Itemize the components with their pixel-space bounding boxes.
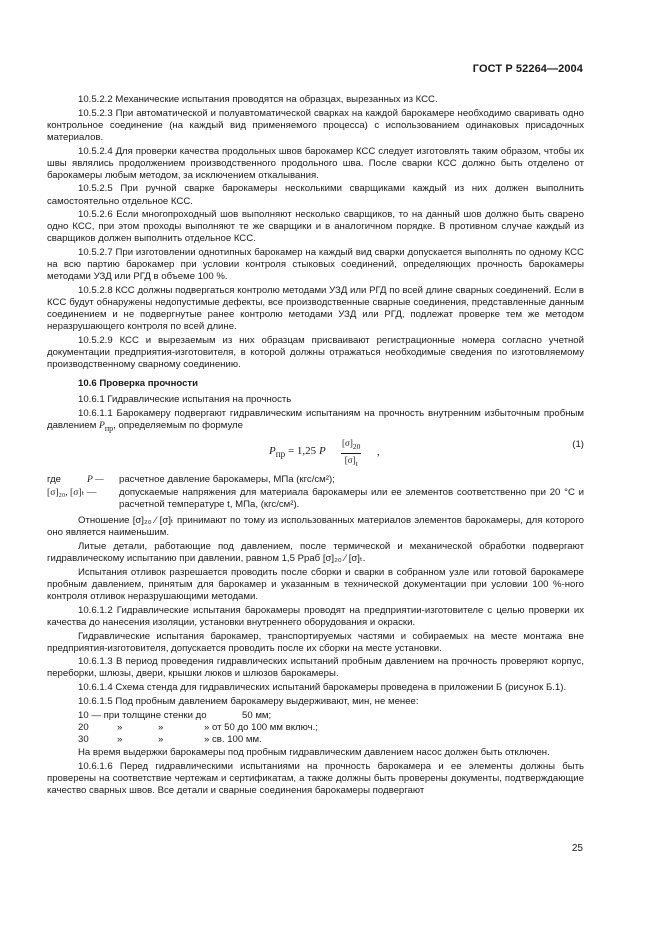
paragraph-cast-parts: Литые детали, работающие под давлением, после термической и механической обработки подвергают гидравлическому испытанию при давлении, равном 1,5 Pраб [σ]₂₀ ⁄ [σ]ₜ.	[47, 541, 584, 565]
duration-col-d: » от 50 до 100 мм включ.;	[204, 721, 318, 733]
duration-col-c: »	[158, 733, 164, 745]
paragraph-10-6-1-5: 10.6.1.5 Под пробным давлением барокамеру выдерживают, мин, не менее:	[78, 695, 419, 707]
def-where: где	[47, 474, 62, 486]
formula-tail: ,	[377, 446, 380, 459]
document-body	[47, 94, 584, 799]
duration-col-b: »	[117, 721, 123, 733]
def-p-text: расчетное давление барокамеры, МПа (кгс/см²);	[119, 474, 335, 486]
paragraph-10-5-2-6: 10.5.2.6 Если многопроходный шов выполняют несколько сварщиков, то на данный шов должно быть сварено одно КСС, при этом проходы выполняют те же сварщики и в аналогичном порядке. В противном случае каждый из сварщиков должен выполнить отдельное КСС.	[47, 209, 584, 245]
formula-denominator	[341, 454, 361, 470]
formula-fraction	[341, 437, 361, 470]
paragraph-10-6-1: 10.6.1 Гидравлические испытания на прочность	[78, 394, 292, 406]
p10611-subscript: пр	[104, 424, 114, 433]
formula-den-sub: t	[355, 458, 358, 468]
def-p-symbol: P —	[87, 474, 104, 486]
duration-col-b: »	[117, 733, 123, 745]
formula-lhs-var: P	[269, 445, 276, 458]
p10611-text-a: 10.6.1.1 Барокамеру подвергают гидравлическим испытаниям на прочность внутренним избыточным пробным давлением	[47, 408, 584, 432]
definition-p	[47, 474, 584, 486]
paragraph-10-5-2-8: 10.5.2.8 КСС должны подвергаться контролю методами УЗД или РГД по всей длине сварных соединений. Если в КСС будут обнаружены недопустимые дефекты, все производственные сварные соединения, представленные данным соединением и не подвергнутые ранее контролю методами УЗД или РГД, подлежат проверке тем же методом неразрушающего контроля по всей длине.	[47, 284, 584, 333]
duration-row	[47, 722, 584, 734]
p10611-symbol: P	[99, 420, 105, 432]
duration-col-a: 10 — при толщине стенки до	[78, 709, 207, 721]
paragraph-transportable: Гидравлические испытания барокамер, транспортируемых частями и собираемых на месте монтажа вне предприятия-изготовителя, допускается проводить после их сборки на месте установки.	[47, 630, 584, 654]
formula-lhs	[269, 445, 326, 460]
page-number: 25	[571, 843, 583, 854]
duration-col-d: 50 мм;	[242, 709, 272, 721]
paragraph-10-5-2-7: 10.5.2.7 При изготовлении однотипных барокамер на каждый вид сварки допускается выполнять по одному КСС на всю партию барокамер при условии контроля стыковых соединений, определяющих прочность барокамеры методами УЗД или РГД в объеме 100 %.	[47, 247, 584, 283]
duration-row	[47, 710, 584, 722]
paragraph-10-5-2-9: 10.5.2.9 КСС и вырезаемым из них образцам присваивают регистрационные номера согласно учетной документации предприятия-изготовителя, в которой должны отражаться необходимые сведения по изготовляемому производственному сварному соединению.	[47, 334, 584, 371]
duration-row	[47, 734, 584, 746]
formula-den-text: [σ]	[344, 454, 356, 465]
formula-numerator	[341, 437, 361, 454]
formula-num-text: [σ]	[342, 438, 353, 449]
paragraph-10-6-1-2: 10.6.1.2 Гидравлические испытания барокамеры проводят на предприятии-изготовителе с целью проверки их качества до нанесения изоляции, установки внутреннего оборудования и окраски.	[47, 604, 584, 628]
paragraph-10-5-2-5: 10.5.2.5 При ручной сварке барокамеры несколькими сварщиками каждый из них должен выполнить самостоятельно отдельное КСС.	[47, 183, 584, 207]
standard-code: ГОСТ Р 52264—2004	[472, 63, 583, 75]
paragraph-10-6-1-3: 10.6.1.3 В период проведения гидравлических испытаний пробным давлением на прочность проверяют корпус, переборки, шлюзы, двери, крышки люков и шлюзов барокамеры.	[47, 656, 584, 680]
formula-rhs-var: P	[318, 445, 326, 458]
def-sigma-symbol: [σ]₂₀, [σ]ₜ —	[47, 487, 97, 499]
definition-sigma	[47, 487, 584, 511]
formula-1	[47, 437, 584, 469]
def-sigma-text: допускаемые напряжения для материала барокамеры или ее элементов соответственно при 20 °С и расчетной температуре t, МПа, (кгс/см²).	[119, 487, 584, 511]
duration-col-c: »	[158, 721, 164, 733]
p10611-text-b: , определяемым по формуле	[113, 420, 243, 432]
paragraph-10-6-1-1	[47, 408, 584, 435]
paragraph-castings-testing: Испытания отливок разрешается проводить после сборки и сварки в собранном узле или готовой барокамере пробным давлением, принятым для барокамер и указанным в технической документации при условии 100 %-ного контроля отливок неразрушающими методами.	[47, 566, 584, 603]
formula-num-sub: 20	[352, 441, 361, 451]
paragraph-10-5-2-2: 10.5.2.2 Механические испытания проводятся на образцах, вырезанных из КСС.	[78, 94, 438, 105]
formula-number: (1)	[572, 439, 584, 451]
duration-col-d: » св. 100 мм.	[204, 733, 262, 745]
section-heading-10-6: 10.6 Проверка прочности	[78, 378, 199, 390]
formula-lhs-sub: пр	[275, 449, 286, 460]
paragraph-10-5-2-3: 10.5.2.3 При автоматической и полуавтоматической сварках на каждой барокамере необходимо сваривать одно контрольное соединение (на каждый вид применяемого процесса) с использованием одинаковых присадочных материалов.	[47, 107, 584, 143]
duration-col-a: 20	[78, 721, 89, 733]
duration-col-a: 30	[78, 733, 89, 745]
paragraph-pump-off: На время выдержки барокамеры под пробным гидравлическим давлением насос должен быть отключен.	[78, 747, 550, 759]
formula-eq: = 1,25	[285, 445, 319, 458]
paragraph-10-6-1-6: 10.6.1.6 Перед гидравлическими испытаниями на прочность барокамера и ее элементы должны быть проверены на соответствие чертежам и сертификатам, а также должны быть проверены документы, подтверждающие качество сварных швов. Все детали и сварные соединения барокамеры подвергают	[47, 761, 584, 797]
paragraph-10-6-1-4: 10.6.1.4 Схема стенда для гидравлических испытаний барокамеры проведена в приложении Б (рисунок Б.1).	[78, 682, 567, 694]
paragraph-ratio: Отношение [σ]₂₀ ⁄ [σ]ₜ принимают по тому из использованных материалов элементов барокамеры, для которого оно является наименьшим.	[47, 515, 584, 539]
paragraph-10-5-2-4: 10.5.2.4 Для проверки качества продольных швов барокамер КСС следует изготовлять таким образом, чтобы их швы являлись продолжением производственного продольного шва. После сварки КСС должно быть отделено от барокамеры любым методом, за исключением откалывания.	[47, 145, 584, 181]
